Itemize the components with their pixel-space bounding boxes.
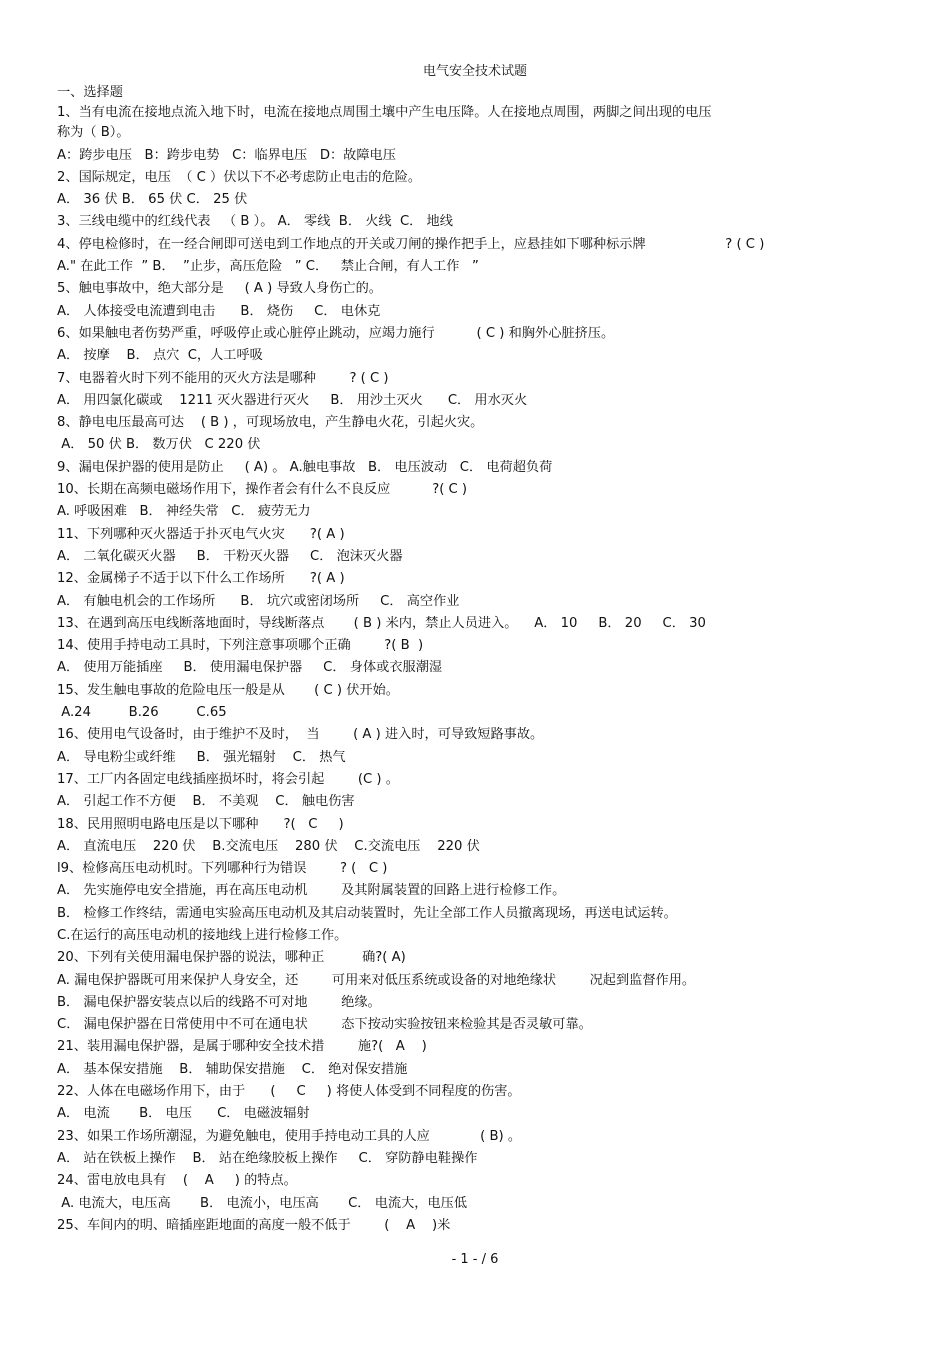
text-line: 16、使用电气设备时，由于维护不及时， 当 ( A ) 进入时，可导致短路事故。 — [57, 727, 544, 743]
text-line: 22、人体在电磁场作用下，由于 ( C ) 将使人体受到不同程度的伤害。 — [57, 1084, 521, 1100]
page-title: 电气安全技术试题 — [422, 64, 527, 79]
text-line: 一、选择题 — [57, 85, 123, 100]
text-line: 4、停电检修时，在一经合闸即可送电到工作地点的开关或刀闸的操作把手上，应悬挂如下哪种标示牌 ? ( C ) — [57, 236, 765, 252]
text-line: A． 人体接受电流遭到电击 B． 烧伤 C． 电休克 — [57, 303, 381, 319]
text-line: 6、如果触电者伤势严重，呼吸停止或心脏停止跳动，应竭力施行 ( C ) 和胸外心脏挤压。 — [57, 325, 615, 341]
text-line: A． 50 伏 B． 数万伏 C 220 伏 — [57, 437, 261, 453]
text-line: C． 漏电保护器在日常使用中不可在通电状 态下按动实验按钮来检验其是否灵敏可靠。 — [57, 1017, 592, 1033]
text-line: A.24 B.26 C.65 — [57, 705, 227, 721]
text-line: A． 基本保安措施 B． 辅助保安措施 C． 绝对保安措施 — [57, 1061, 408, 1077]
text-line: 1、当有电流在接地点流入地下时，电流在接地点周围土壤中产生电压降。人在接地点周围，两脚之间出现的电压 — [57, 105, 712, 121]
text-line: A． 先实施停电安全措施，再在高压电动机 及其附属装置的回路上进行检修工作。 — [57, 883, 566, 899]
text-line: 3、三线电缆中的红线代表 （ B ）。 A． 零线 B． 火线 C． 地线 — [57, 214, 453, 230]
text-line: 9、漏电保护器的使用是防止 ( A) 。 A.触电事故 B． 电压波动 C． 电荷超负荷 — [57, 459, 553, 475]
text-line: 18、民用照明电路电压是以下哪种 ?( C ) — [57, 816, 344, 832]
text-line: 10、长期在高频电磁场作用下，操作者会有什么不良反应 ?( C ) — [57, 482, 468, 498]
text-line: 17、工厂内各固定电线插座损坏时，将会引起 (C ) 。 — [57, 771, 399, 787]
text-line: A. 漏电保护器既可用来保护人身安全，还 可用来对低压系统或设备的对地绝缘状 况起到监督作用。 — [57, 972, 696, 988]
text-line: A. 呼吸困难 B． 神经失常 C． 疲劳无力 — [57, 504, 311, 520]
text-line: 13、在遇到高压电线断落地面时，导线断落点 ( B ) 米内，禁止人员进入。 A． 10 B． 20 C． 30 — [57, 615, 706, 631]
text-line: A." 在此工作 ” B． ”止步，高压危险 ” C． 禁止合闸，有人工作 ” — [57, 259, 479, 275]
question-list — [57, 82, 857, 1237]
text-line: A． 导电粉尘或纤维 B． 强光辐射 C． 热气 — [57, 749, 346, 765]
text-line: A． 用四氯化碳或 1211 灭火器进行灭火 B． 用沙土灭火 C． 用水灭火 — [57, 392, 528, 408]
text-line: A． 使用万能插座 B． 使用漏电保护器 C． 身体或衣服潮湿 — [57, 660, 443, 676]
text-line: l9、检修高压电动机时。下列哪种行为错误 ? ( C ) — [57, 861, 388, 877]
text-line: A． 站在铁板上操作 B． 站在绝缘胶板上操作 C． 穿防静电鞋操作 — [57, 1150, 478, 1166]
text-line: 15、发生触电事故的危险电压一般是从 ( C ) 伏开始。 — [57, 682, 399, 698]
text-line: 12、金属梯子不适于以下什么工作场所 ?( A ) — [57, 571, 345, 587]
text-line: A． 有触电机会的工作场所 B． 坑穴或密闭场所 C． 高空作业 — [57, 593, 460, 609]
text-line: 7、电器着火时下列不能用的灭火方法是哪种 ? ( C ) — [57, 370, 389, 386]
text-line: 8、静电电压最高可达 ( B ) ，可现场放电，产生静电火花，引起火灾。 — [57, 415, 484, 431]
text-line: A． 直流电压 220 伏 B.交流电压 280 伏 C.交流电压 220 伏 — [57, 838, 480, 854]
page-number: - 1 - / 6 — [451, 1252, 499, 1267]
text-line: 5、触电事故中，绝大部分是 ( A ) 导致人身伤亡的。 — [57, 281, 382, 297]
text-line: A． 电流 B． 电压 C． 电磁波辐射 — [57, 1106, 310, 1122]
text-line: B． 漏电保护器安装点以后的线路不可对地 绝缘。 — [57, 994, 381, 1010]
text-line: 11、下列哪种灭火器适于扑灭电气火灾 ?( A ) — [57, 526, 345, 542]
text-line: A. 电流大，电压高 B． 电流小，电压高 C． 电流大，电压低 — [57, 1195, 468, 1211]
text-line: A：跨步电压 B：跨步电势 C：临界电压 D：故障电压 — [57, 147, 396, 163]
text-line: 2、国际规定，电压 （ C ）伏以下不必考虑防止电击的危险。 — [57, 169, 422, 185]
text-line: C.在运行的高压电动机的接地线上进行检修工作。 — [57, 927, 348, 943]
text-line: 14、使用手持电动工具时，下列注意事项哪个正确 ?( B ) — [57, 638, 424, 654]
text-line: 20、下列有关使用漏电保护器的说法，哪种正 确?( A) — [57, 950, 406, 966]
text-line: 21、装用漏电保护器，是属于哪种安全技术措 施?( A ) — [57, 1039, 427, 1055]
text-line: A． 二氧化碳灭火器 B． 干粉灭火器 C． 泡沫灭火器 — [57, 548, 403, 564]
text-line: 24、雷电放电具有 ( A ) 的特点。 — [57, 1173, 297, 1189]
text-line: A． 36 伏 B． 65 伏 C． 25 伏 — [57, 192, 248, 208]
text-line: 25、车间内的明、暗插座距地面的高度一般不低于 ( A )米 — [57, 1217, 451, 1233]
text-line: 称为（ B）。 — [57, 125, 130, 141]
text-line: A． 按摩 B． 点穴 C，人工呼吸 — [57, 348, 263, 364]
text-line: 23、如果工作场所潮湿，为避免触电，使用手持电动工具的人应 ( B) 。 — [57, 1128, 522, 1144]
text-line: B． 检修工作终结，需通电实验高压电动机及其启动装置时，先让全部工作人员撤离现场，再送电试运转。 — [57, 905, 677, 921]
text-line: A． 引起工作不方便 B． 不美观 C． 触电伤害 — [57, 794, 355, 810]
